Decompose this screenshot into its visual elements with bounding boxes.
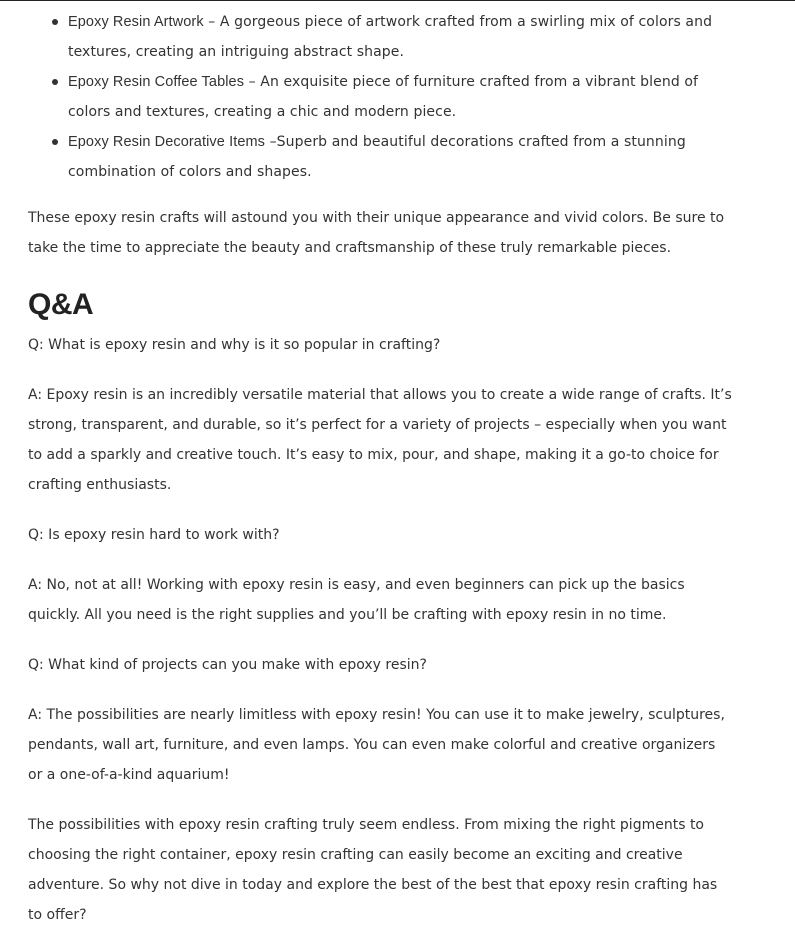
list-item-title: Epoxy Resin Coffee Tables — [68, 74, 245, 90]
answer-paragraph: A: No, not at all! Working with epoxy resin is easy, and even beginners can pick up the basics quickly. All you need is the right supplies and you’ll be crafting with epoxy resin in no time. — [28, 577, 685, 623]
list-item — [68, 7, 733, 67]
answer-paragraph: A: Epoxy resin is an incredibly versatile material that allows you to create a wide range of crafts. It’s strong, transparent, and durable, so it’s perfect for a variety of projects – especially when you want to add a sparkly and creative touch. It’s easy to mix, pour, and shape, making it a go-to choice for crafting enthusiasts. — [28, 387, 732, 493]
list-item — [68, 127, 733, 187]
intro-paragraph: These epoxy resin crafts will astound you with their unique appearance and vivid colors. Be sure to take the time to appreciate the beauty and craftsmanship of these truly remarkable pieces. — [28, 210, 725, 256]
article-content — [28, 7, 733, 950]
list-item-description: A gorgeous piece of artwork crafted from a swirling mix of colors and textures, creating an intriguing abstract shape. — [68, 14, 713, 60]
question-paragraph: Q: What is epoxy resin and why is it so popular in crafting? — [28, 337, 441, 353]
list-item-description: An exquisite piece of furniture crafted from a vibrant blend of colors and textures, creating a chic and modern piece. — [68, 74, 699, 120]
qa-section — [28, 330, 733, 930]
list-item-separator: – — [244, 74, 261, 90]
answer-paragraph: A: The possibilities are nearly limitless with epoxy resin! You can use it to make jewelry, sculptures, pendants, wall art, furniture, and even lamps. You can even make colorful and creative organizers or a one-of-a-kind aquarium! — [28, 707, 725, 783]
top-divider — [0, 0, 795, 1]
list-item-title: Epoxy Resin Artwork — [68, 14, 204, 30]
question-paragraph: Q: Is epoxy resin hard to work with? — [28, 527, 280, 543]
crafts-list — [28, 7, 733, 187]
list-item-separator: – — [265, 134, 277, 150]
list-item-separator: – — [203, 14, 220, 30]
list-item — [68, 67, 733, 127]
list-item-title: Epoxy Resin Decorative Items — [68, 134, 266, 150]
list-item-description: Superb and beautiful decorations crafted from a stunning combination of colors and shapes. — [68, 134, 686, 180]
question-paragraph: Q: What kind of projects can you make with epoxy resin? — [28, 657, 427, 673]
qa-heading: Q&A — [28, 288, 94, 321]
closing-paragraph: The possibilities with epoxy resin crafting truly seem endless. From mixing the right pigments to choosing the right container, epoxy resin crafting can easily become an exciting and creative adventure. So why not dive in today and explore the best of the best that epoxy resin crafting has to offer? — [28, 817, 718, 923]
